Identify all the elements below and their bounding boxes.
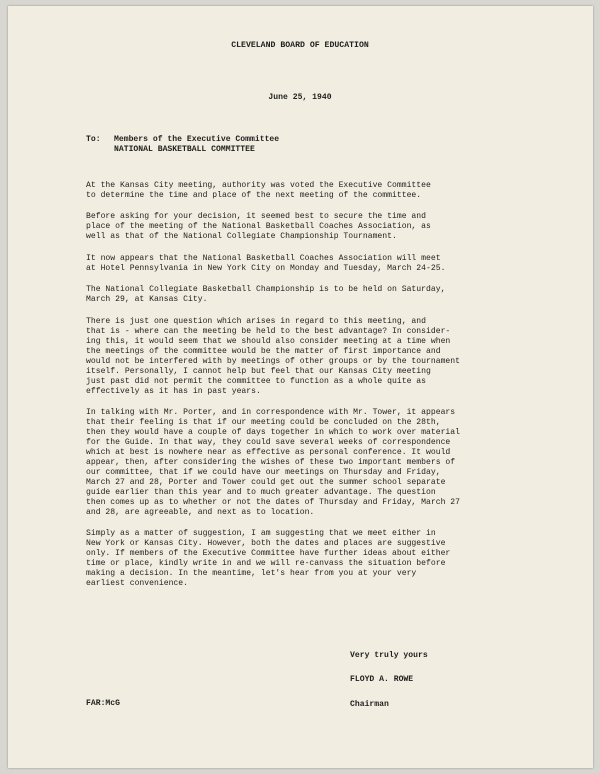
text-line: time or place, kindly write in and we will re-canvass the situation before: [86, 559, 446, 569]
text-line: to determine the time and place of the next meeting of the committee.: [86, 191, 422, 200]
letter-body: [86, 180, 546, 600]
text-line: Simply as a matter of suggestion, I am suggesting that we meet either in: [86, 529, 436, 539]
text-line: that is - where can the meeting be held to the best advantage? In consider-: [86, 326, 451, 336]
text-line: appear, then, after considering the wishes of these two important members of: [86, 457, 456, 467]
closing-salutation: Very truly yours: [350, 651, 428, 660]
text-line: that their feeling is that if our meeting could be concluded on the 28th,: [86, 417, 441, 427]
text-line: It now appears that the National Basketball Coaches Association will meet: [86, 253, 441, 263]
text-line: itself. Personally, I cannot help but feel that our Kansas City meeting: [86, 366, 431, 376]
text-line: and 28, are agreeable, and next as to location.: [86, 507, 315, 517]
paragraph: [86, 528, 546, 588]
text-line: our committee, that if we could have our meetings on Thursday and Friday,: [86, 467, 441, 477]
paragraph: [86, 284, 546, 304]
addressee-lines: [114, 134, 279, 154]
text-line: well as that of the National Collegiate Championship Tournament.: [86, 232, 397, 242]
text-line: ing this, it would seem that we should also consider meeting at a time when: [86, 336, 451, 346]
text-line: Before asking for your decision, it seemed best to secure the time and: [86, 212, 426, 222]
paragraph: [86, 253, 546, 273]
text-line: March 29, at Kansas City.: [86, 295, 208, 305]
text-line: just past did not permit the committee to function as a whole quite as: [86, 376, 426, 386]
paragraph: [86, 316, 546, 396]
text-line: guide earlier than this year and to much greater advantage. The question: [86, 487, 436, 497]
text-line: would not be interfered with by meetings of other groups or by the tournament: [86, 356, 460, 366]
signer-name: FLOYD A. ROWE: [350, 675, 414, 685]
text-line: for the Guide. In that way, they could save several weeks of correspondence: [86, 437, 451, 447]
text-line: At the Kansas City meeting, authority was voted the Executive Committee: [86, 181, 431, 190]
letterhead: CLEVELAND BOARD OF EDUCATION: [231, 41, 369, 50]
text-line: then they would have a couple of days together in which to work over material: [86, 427, 460, 437]
signer-title: Chairman: [350, 699, 389, 709]
text-line: There is just one question which arises in regard to this meeting, and: [86, 316, 426, 326]
text-line: only. If members of the Executive Committee have further ideas about either: [86, 549, 451, 559]
paragraph: [86, 180, 546, 200]
text-line: New York or Kansas City. However, both the dates and places are suggestive: [86, 539, 446, 549]
paragraph: [86, 407, 546, 517]
text-line: then comes up as to whether or not the dates of Thursday and Friday, March 27: [86, 497, 460, 507]
letter-date: June 25, 1940: [268, 93, 332, 102]
text-line: earliest convenience.: [86, 579, 188, 589]
text-line: effectively as it has in past years.: [86, 386, 261, 396]
text-line: In talking with Mr. Porter, and in correspondence with Mr. Tower, it appears: [86, 407, 456, 417]
text-line: which at best is nowhere near as effective as personal conference. It would: [86, 447, 451, 457]
text-line: The National Collegiate Basketball Championship is to be held on Saturday,: [86, 285, 446, 295]
text-line: making a decision. In the meantime, let's hear from you at your very: [86, 569, 417, 579]
text-line: March 27 and 28, Porter and Tower could get out the summer school separate: [86, 477, 446, 487]
addressee-line: NATIONAL BASKETBALL COMMITTEE: [114, 145, 255, 154]
text-line: the meetings of the committee would be the matter of first importance and: [86, 346, 441, 356]
text-line: place of the meeting of the National Basketball Coaches Association, as: [86, 222, 431, 232]
to-label: To:: [86, 135, 101, 144]
reference-initials: FAR:McG: [86, 699, 120, 708]
text-line: at Hotel Pennsylvania in New York City on Monday and Tuesday, March 24-25.: [86, 263, 446, 273]
addressee-line: Members of the Executive Committee: [114, 135, 280, 144]
signature-block: [350, 650, 428, 723]
paragraph: [86, 211, 546, 241]
